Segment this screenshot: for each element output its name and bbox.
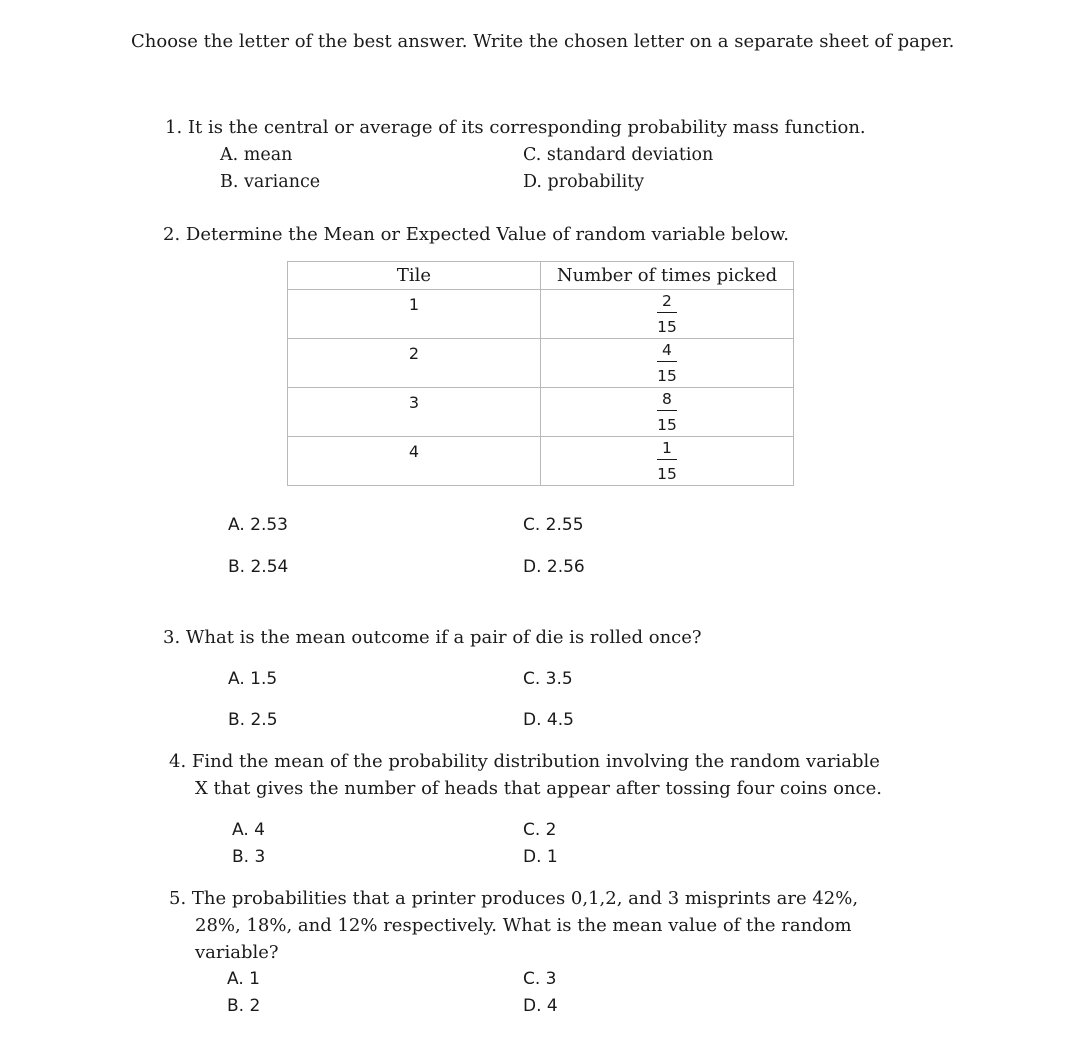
q1-option-c: C. standard deviation bbox=[523, 145, 714, 165]
fraction-denominator: 15 bbox=[657, 318, 677, 336]
tile-value: 3 bbox=[408, 393, 420, 412]
question-4-line-1: 4. Find the mean of the probability distribution involving the random variable bbox=[169, 751, 880, 772]
table-header-row bbox=[288, 262, 794, 290]
q2-option-d: D. 2.56 bbox=[523, 557, 585, 577]
q3-option-b: B. 2.5 bbox=[228, 710, 278, 730]
tile-value: 2 bbox=[408, 344, 420, 363]
q5-option-b: B. 2 bbox=[227, 996, 261, 1016]
fraction-denominator: 15 bbox=[657, 416, 677, 434]
q1-option-b: B. variance bbox=[220, 172, 321, 192]
q4-option-d: D. 1 bbox=[523, 847, 558, 867]
fraction bbox=[657, 292, 677, 337]
table-row bbox=[288, 437, 794, 486]
q2-option-c: C. 2.55 bbox=[523, 515, 584, 535]
q2-option-a: A. 2.53 bbox=[228, 515, 288, 535]
tile-value: 1 bbox=[408, 295, 420, 314]
q4-option-c: C. 2 bbox=[523, 820, 557, 840]
fraction-denominator: 15 bbox=[657, 465, 677, 483]
q5-option-c: C. 3 bbox=[523, 969, 557, 989]
q3-option-a: A. 1.5 bbox=[228, 669, 278, 689]
fraction-numerator: 1 bbox=[657, 439, 677, 460]
probability-table bbox=[287, 261, 794, 486]
fraction-numerator: 4 bbox=[657, 341, 677, 362]
q5-option-a: A. 1 bbox=[227, 969, 260, 989]
q4-option-b: B. 3 bbox=[232, 847, 266, 867]
q3-option-d: D. 4.5 bbox=[523, 710, 574, 730]
question-4-line-2: X that gives the number of heads that appear after tossing four coins once. bbox=[195, 778, 883, 799]
column-header-tile: Tile bbox=[288, 262, 541, 290]
instructions: Choose the letter of the best answer. Write the chosen letter on a separate sheet of paper. bbox=[131, 31, 955, 52]
fraction bbox=[657, 390, 677, 435]
q2-option-b: B. 2.54 bbox=[228, 557, 289, 577]
fraction-denominator: 15 bbox=[657, 367, 677, 385]
fraction bbox=[657, 439, 677, 484]
table-row bbox=[288, 388, 794, 437]
question-3: 3. What is the mean outcome if a pair of die is rolled once? bbox=[163, 627, 702, 648]
q1-option-d: D. probability bbox=[523, 172, 645, 192]
question-5-line-2: 28%, 18%, and 12% respectively. What is the mean value of the random bbox=[195, 915, 852, 936]
column-header-times-picked: Number of times picked bbox=[541, 262, 794, 290]
question-1: 1. It is the central or average of its corresponding probability mass function. bbox=[165, 117, 866, 138]
q3-option-c: C. 3.5 bbox=[523, 669, 573, 689]
q1-option-a: A. mean bbox=[220, 145, 293, 165]
fraction bbox=[657, 341, 677, 386]
q4-option-a: A. 4 bbox=[232, 820, 265, 840]
table-row bbox=[288, 290, 794, 339]
table-row bbox=[288, 339, 794, 388]
q5-option-d: D. 4 bbox=[523, 996, 558, 1016]
tile-value: 4 bbox=[408, 442, 420, 461]
question-5-line-3: variable? bbox=[195, 942, 279, 963]
fraction-numerator: 8 bbox=[657, 390, 677, 411]
question-2: 2. Determine the Mean or Expected Value of random variable below. bbox=[163, 224, 789, 245]
question-5-line-1: 5. The probabilities that a printer produces 0,1,2, and 3 misprints are 42%, bbox=[169, 888, 859, 909]
fraction-numerator: 2 bbox=[657, 292, 677, 313]
